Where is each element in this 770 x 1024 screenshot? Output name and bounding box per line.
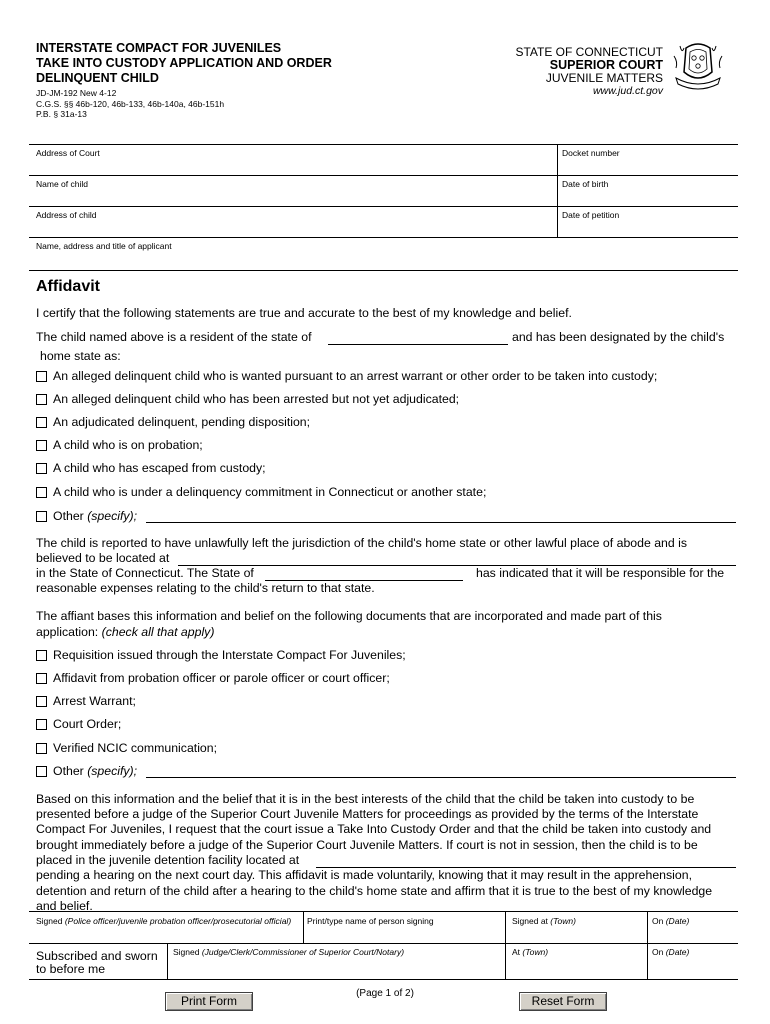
address-of-court-field[interactable]: Address of Court [36,148,100,158]
form-id: JD-JM-192 New 4-12 [36,88,117,98]
subscribed-label: Subscribed and sworn to before me [36,949,158,976]
designation-option: A child who is on probation; [36,437,203,453]
document-other-option: Other (specify); [36,763,137,779]
divider [29,206,738,207]
checkbox[interactable] [36,719,47,730]
date-of-birth-field[interactable]: Date of birth [562,179,609,189]
page-number: (Page 1 of 2) [356,988,414,999]
court-website: www.jud.ct.gov [592,85,663,97]
court-division: JUVENILE MATTERS [545,71,663,85]
document-other-input[interactable] [146,763,736,778]
bases-text-2: application: (check all that apply) [36,625,215,639]
signed-at-field[interactable]: Signed at (Town) [512,916,576,926]
sworn-at-field[interactable]: At (Town) [512,947,549,957]
court-state: STATE OF CONNECTICUT [515,45,663,59]
designation-other-input[interactable] [146,508,736,523]
child-location-input[interactable] [178,551,736,566]
title-line-2: TAKE INTO CUSTODY APPLICATION AND ORDER [36,56,332,70]
reported-text-3b: has indicated that it will be responsible for the [476,566,725,580]
title-line-1: INTERSTATE COMPACT FOR JUVENILES [36,41,282,55]
divider [29,979,738,980]
docket-number-field[interactable]: Docket number [562,148,620,158]
statutes: C.G.S. §§ 46b-120, 46b-133, 46b-140a, 46b-151h [36,98,225,109]
form-title [36,41,332,86]
request-line: placed in the juvenile detention facility located at [36,853,300,867]
document-option: Affidavit from probation officer or parole officer or court officer; [36,670,390,686]
request-line: Compact For Juveniles, I request that the court issue a Take Into Custody Order and that the child be taken into custody and [36,822,712,836]
document-option: Arrest Warrant; [36,693,136,709]
detention-facility-input[interactable] [316,853,736,868]
checkbox[interactable] [36,394,47,405]
title-line-3: DELINQUENT CHILD [36,71,159,85]
form-references [36,88,224,120]
request-line: pending a hearing on the next court day. This affidavit is made voluntarily, knowing that it may result in the apprehension, [36,868,692,882]
name-of-child-field[interactable]: Name of child [36,179,88,189]
sworn-on-date-field[interactable]: On (Date) [652,947,690,957]
request-line: detention and return of the child after a hearing to the child's home state and affirm that it is true to the best of my knowledge [36,884,713,898]
divider [557,144,558,237]
checkbox[interactable] [36,650,47,661]
print-name-field[interactable]: Print/type name of person signing [307,916,434,926]
document-option: Court Order; [36,716,121,732]
reported-text: The child is reported to have unlawfully left the jurisdiction of the child's home state or other lawful place of abode and is [36,536,688,550]
practice-book: P.B. § 31a-13 [36,109,87,119]
designation-option: An alleged delinquent child who is wanted pursuant to an arrest warrant or other order to be taken into custody; [36,368,657,384]
resident-state-input[interactable] [328,330,508,345]
bases-text: The affiant bases this information and belief on the following documents that are incorporated and made part of this [36,609,662,623]
date-of-petition-field[interactable]: Date of petition [562,210,620,220]
document-option: Requisition issued through the Interstate Compact For Juveniles; [36,647,406,663]
reset-form-button[interactable]: Reset Form [519,992,607,1011]
responsible-state-input[interactable] [265,566,463,581]
divider [505,911,506,979]
request-line: presented before a judge of the Superior Court Juvenile Matters for proceedings as provided by the terms of the Interstate [36,807,699,821]
reported-text-3: in the State of Connecticut. The State of [36,566,254,580]
divider [29,144,738,145]
resident-text: The child named above is a resident of the state of [36,330,312,344]
designation-option: An adjudicated delinquent, pending disposition; [36,414,310,430]
checkbox[interactable] [36,371,47,382]
checkbox[interactable] [36,417,47,428]
designation-option: A child who is under a delinquency commitment in Connecticut or another state; [36,484,486,500]
request-line: and belief. [36,899,93,913]
checkbox[interactable] [36,487,47,498]
court-block [430,46,663,98]
divider [29,270,738,271]
designation-other-option: Other (specify); [36,508,137,524]
print-form-button[interactable]: Print Form [165,992,253,1011]
signed-on-date-field[interactable]: On (Date) [652,916,690,926]
designation-option: A child who has escaped from custody; [36,460,266,476]
request-line: Based on this information and the belief that it is in the best interests of the child that the child be taken into custody to be [36,792,695,806]
checkbox[interactable] [36,743,47,754]
state-seal-icon [670,38,726,94]
checkbox[interactable] [36,463,47,474]
divider [303,911,304,943]
divider [29,237,738,238]
divider [29,175,738,176]
checkbox[interactable] [36,766,47,777]
court-name: SUPERIOR COURT [549,58,663,72]
officer-signature-field[interactable]: Signed (Police officer/juvenile probation officer/prosecutorial official) [36,916,292,926]
reported-text-2: believed to be located at [36,551,170,565]
certify-statement: I certify that the following statements are true and accurate to the best of my knowledge and belief. [36,306,572,320]
checkbox[interactable] [36,440,47,451]
divider [167,943,168,979]
document-option: Verified NCIC communication; [36,740,217,756]
divider [29,911,738,912]
reported-text-4: reasonable expenses relating to the child's return to that state. [36,581,375,595]
designation-option: An alleged delinquent child who has been arrested but not yet adjudicated; [36,391,459,407]
divider [647,911,648,979]
affidavit-heading: Affidavit [36,278,100,295]
home-state-text: home state as: [40,349,121,363]
divider [29,943,738,944]
request-line: brought immediately before a judge of the Superior Court Juvenile Matters. If court is not in session, then the child is to be [36,838,698,852]
applicant-field[interactable]: Name, address and title of applicant [36,241,172,251]
checkbox[interactable] [36,511,47,522]
resident-text-cont: and has been designated by the child's [512,330,725,344]
checkbox[interactable] [36,696,47,707]
address-of-child-field[interactable]: Address of child [36,210,97,220]
official-signature-field[interactable]: Signed (Judge/Clerk/Commissioner of Superior Court/Notary) [173,947,405,957]
checkbox[interactable] [36,673,47,684]
